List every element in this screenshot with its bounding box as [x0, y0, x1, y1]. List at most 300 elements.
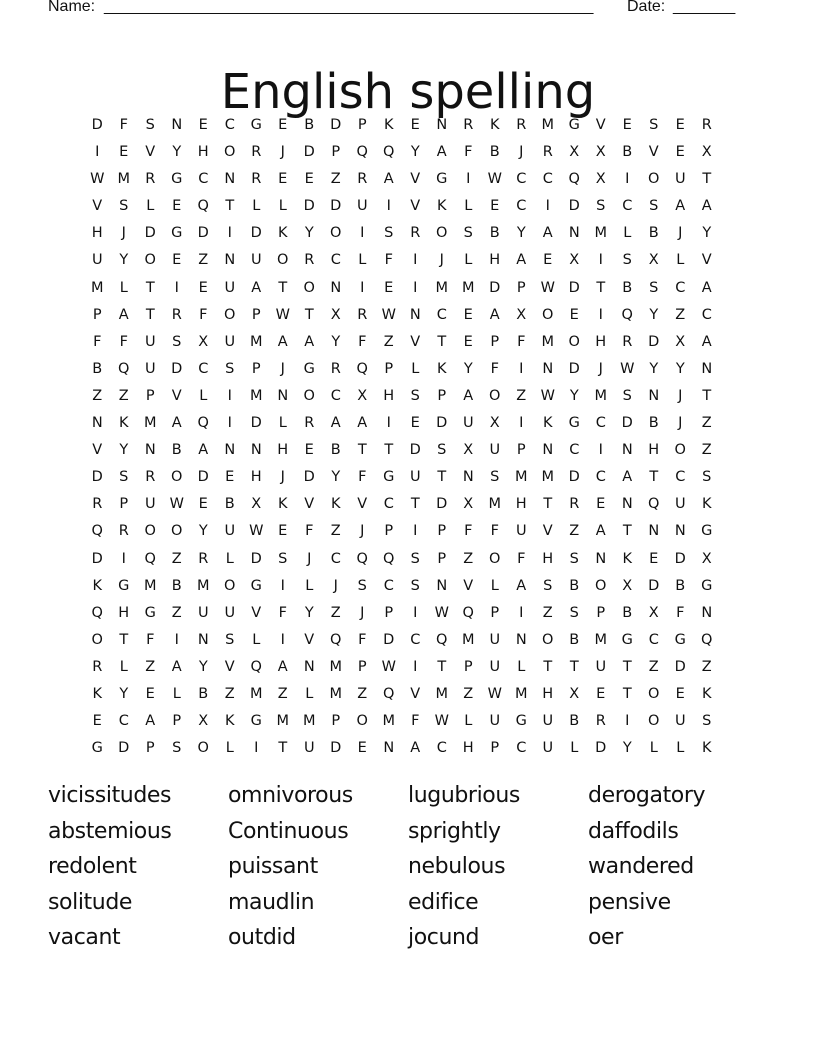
grid-cell[interactable]: I	[280, 577, 285, 594]
grid-cell[interactable]: Y	[463, 360, 473, 377]
grid-cell[interactable]: T	[622, 658, 632, 675]
grid-cell[interactable]: A	[277, 333, 288, 350]
grid-cell[interactable]: N	[277, 387, 289, 404]
grid-cell[interactable]: N	[701, 360, 713, 377]
grid-cell[interactable]: S	[702, 469, 712, 486]
grid-cell[interactable]: S	[702, 713, 712, 730]
grid-cell[interactable]: Y	[410, 144, 420, 161]
grid-cell[interactable]: H	[542, 685, 554, 702]
grid-cell[interactable]: F	[305, 523, 314, 540]
grid-cell[interactable]: N	[436, 117, 448, 133]
grid-cell[interactable]: U	[515, 523, 527, 540]
grid-cell[interactable]: B	[675, 577, 686, 594]
grid-cell[interactable]: L	[199, 387, 208, 404]
grid-cell[interactable]: M	[276, 713, 289, 730]
grid-cell[interactable]: V	[701, 252, 712, 269]
grid-cell[interactable]: F	[517, 550, 526, 567]
grid-cell[interactable]: N	[91, 415, 103, 432]
grid-cell[interactable]: R	[251, 144, 262, 161]
grid-cell[interactable]: O	[171, 523, 183, 540]
grid-cell[interactable]: Q	[144, 550, 156, 567]
grid-cell[interactable]: M	[329, 658, 342, 675]
grid-cell[interactable]: F	[358, 631, 367, 648]
grid-cell[interactable]: I	[598, 252, 603, 269]
grid-cell[interactable]: G	[621, 631, 633, 648]
grid-cell[interactable]: T	[145, 306, 155, 323]
grid-cell[interactable]: H	[648, 442, 660, 459]
grid-cell[interactable]: W	[487, 685, 502, 702]
name-field[interactable]: _______________________________________________________	[104, 0, 594, 15]
grid-cell[interactable]: O	[436, 225, 448, 242]
grid-cell[interactable]: P	[384, 604, 394, 621]
grid-cell[interactable]: Z	[171, 604, 182, 621]
grid-cell[interactable]: L	[119, 658, 128, 675]
grid-cell[interactable]: T	[543, 658, 553, 675]
grid-cell[interactable]: A	[701, 198, 712, 215]
grid-cell[interactable]: K	[118, 415, 129, 432]
grid-cell[interactable]: R	[542, 144, 553, 161]
grid-cell[interactable]: C	[436, 306, 447, 323]
grid-cell[interactable]: D	[674, 658, 686, 675]
grid-cell[interactable]: S	[649, 279, 659, 296]
grid-cell[interactable]: R	[330, 360, 341, 377]
grid-cell[interactable]: P	[490, 740, 500, 757]
grid-cell[interactable]: W	[249, 523, 264, 540]
grid-cell[interactable]: B	[648, 415, 659, 432]
grid-cell[interactable]: X	[330, 306, 341, 323]
grid-cell[interactable]: X	[648, 252, 659, 269]
grid-cell[interactable]: S	[172, 333, 182, 350]
grid-cell[interactable]: X	[675, 333, 686, 350]
grid-cell[interactable]: C	[410, 631, 421, 648]
grid-cell[interactable]: P	[251, 360, 261, 377]
grid-cell[interactable]: W	[275, 306, 290, 323]
grid-cell[interactable]: W	[381, 306, 396, 323]
grid-cell[interactable]: T	[304, 306, 314, 323]
grid-cell[interactable]: B	[171, 577, 182, 594]
grid-cell[interactable]: Z	[569, 523, 580, 540]
grid-cell[interactable]: S	[384, 225, 394, 242]
grid-cell[interactable]: U	[144, 496, 156, 513]
grid-cell[interactable]: G	[118, 577, 130, 594]
grid-cell[interactable]: A	[118, 306, 129, 323]
grid-cell[interactable]: T	[145, 279, 155, 296]
grid-cell[interactable]: Z	[277, 685, 288, 702]
grid-cell[interactable]: Z	[118, 387, 129, 404]
grid-cell[interactable]: N	[542, 442, 554, 459]
grid-cell[interactable]: W	[434, 713, 449, 730]
grid-cell[interactable]: I	[413, 604, 418, 621]
grid-cell[interactable]: B	[171, 442, 182, 459]
grid-cell[interactable]: L	[411, 360, 420, 377]
grid-cell[interactable]: R	[251, 171, 262, 188]
grid-cell[interactable]: P	[145, 740, 155, 757]
grid-cell[interactable]: J	[678, 415, 683, 432]
grid-cell[interactable]: N	[330, 279, 342, 296]
grid-cell[interactable]: O	[648, 685, 660, 702]
grid-cell[interactable]: T	[119, 631, 129, 648]
grid-cell[interactable]: E	[172, 198, 182, 215]
grid-cell[interactable]: F	[358, 469, 367, 486]
grid-cell[interactable]: E	[198, 117, 208, 133]
grid-cell[interactable]: M	[249, 685, 263, 702]
grid-cell[interactable]: X	[198, 713, 209, 730]
grid-cell[interactable]: A	[383, 171, 394, 188]
grid-cell[interactable]: D	[409, 442, 421, 459]
grid-cell[interactable]: C	[330, 550, 341, 567]
grid-cell[interactable]: Y	[649, 360, 659, 377]
grid-cell[interactable]: S	[569, 550, 579, 567]
grid-cell[interactable]: E	[92, 713, 102, 730]
grid-cell[interactable]: S	[569, 604, 579, 621]
grid-cell[interactable]: X	[463, 442, 474, 459]
grid-cell[interactable]: M	[117, 171, 130, 188]
grid-cell[interactable]: M	[435, 279, 448, 296]
grid-cell[interactable]: N	[621, 496, 633, 513]
grid-cell[interactable]: O	[356, 713, 368, 730]
grid-cell[interactable]: Q	[118, 360, 130, 377]
grid-cell[interactable]: S	[622, 252, 632, 269]
grid-cell[interactable]: E	[410, 415, 420, 432]
grid-cell[interactable]: F	[676, 604, 685, 621]
grid-cell[interactable]: D	[383, 631, 395, 648]
grid-cell[interactable]: O	[674, 442, 686, 459]
grid-cell[interactable]: E	[357, 740, 367, 757]
grid-cell[interactable]: Q	[383, 685, 395, 702]
grid-cell[interactable]: G	[383, 469, 395, 486]
grid-cell[interactable]: L	[252, 198, 261, 215]
grid-cell[interactable]: E	[304, 171, 314, 188]
grid-cell[interactable]: V	[304, 496, 315, 513]
grid-cell[interactable]: D	[330, 198, 342, 215]
grid-cell[interactable]: R	[118, 523, 129, 540]
grid-cell[interactable]: V	[410, 171, 421, 188]
grid-cell[interactable]: Q	[356, 550, 368, 567]
grid-cell[interactable]: T	[702, 387, 712, 404]
grid-cell[interactable]: Q	[621, 306, 633, 323]
grid-cell[interactable]: X	[622, 577, 633, 594]
grid-cell[interactable]: N	[171, 117, 183, 133]
grid-cell[interactable]: F	[119, 117, 128, 133]
grid-cell[interactable]: L	[490, 577, 499, 594]
grid-cell[interactable]: U	[674, 713, 686, 730]
grid-cell[interactable]: G	[250, 713, 262, 730]
grid-cell[interactable]: T	[622, 523, 632, 540]
grid-cell[interactable]: J	[360, 604, 365, 621]
grid-cell[interactable]: X	[569, 685, 580, 702]
grid-cell[interactable]: P	[516, 279, 526, 296]
grid-cell[interactable]: J	[360, 523, 365, 540]
grid-cell[interactable]: Z	[516, 387, 527, 404]
grid-cell[interactable]: I	[386, 198, 391, 215]
grid-cell[interactable]: E	[198, 279, 208, 296]
grid-cell[interactable]: E	[569, 306, 579, 323]
grid-cell[interactable]: C	[516, 171, 527, 188]
grid-cell[interactable]: M	[541, 333, 554, 350]
grid-cell[interactable]: M	[435, 685, 448, 702]
grid-cell[interactable]: O	[330, 225, 342, 242]
grid-cell[interactable]: B	[92, 360, 103, 377]
grid-cell[interactable]: D	[91, 469, 103, 486]
grid-cell[interactable]: S	[145, 117, 155, 133]
grid-cell[interactable]: A	[357, 415, 368, 432]
grid-cell[interactable]: E	[596, 685, 606, 702]
grid-cell[interactable]: A	[251, 279, 262, 296]
grid-cell[interactable]: B	[569, 713, 580, 730]
grid-cell[interactable]: E	[675, 144, 685, 161]
grid-cell[interactable]: S	[622, 387, 632, 404]
grid-cell[interactable]: C	[330, 252, 341, 269]
grid-cell[interactable]: V	[410, 685, 421, 702]
grid-cell[interactable]: M	[541, 117, 554, 133]
grid-cell[interactable]: S	[410, 387, 420, 404]
grid-cell[interactable]: E	[675, 685, 685, 702]
grid-cell[interactable]: Y	[675, 360, 685, 377]
grid-cell[interactable]: O	[91, 631, 103, 648]
grid-cell[interactable]: F	[464, 523, 473, 540]
grid-cell[interactable]: V	[357, 496, 368, 513]
grid-cell[interactable]: C	[436, 740, 447, 757]
grid-cell[interactable]: X	[701, 550, 712, 567]
grid-cell[interactable]: I	[625, 171, 630, 188]
grid-cell[interactable]: P	[92, 306, 102, 323]
grid-cell[interactable]: Z	[330, 171, 341, 188]
grid-cell[interactable]: A	[595, 523, 606, 540]
grid-cell[interactable]: V	[542, 523, 553, 540]
grid-cell[interactable]: B	[304, 117, 315, 133]
grid-cell[interactable]: M	[461, 279, 475, 296]
grid-cell[interactable]: U	[250, 252, 262, 269]
grid-cell[interactable]: M	[514, 469, 528, 486]
grid-cell[interactable]: W	[169, 496, 184, 513]
grid-cell[interactable]: I	[360, 279, 365, 296]
grid-cell[interactable]: K	[622, 550, 632, 567]
grid-cell[interactable]: V	[251, 604, 262, 621]
grid-cell[interactable]: A	[701, 333, 712, 350]
grid-cell[interactable]: E	[463, 306, 473, 323]
grid-cell[interactable]: U	[144, 360, 156, 377]
grid-cell[interactable]: X	[463, 496, 474, 513]
grid-cell[interactable]: I	[545, 198, 550, 215]
grid-cell[interactable]: H	[118, 604, 130, 621]
grid-cell[interactable]: K	[92, 685, 102, 702]
grid-cell[interactable]: N	[383, 740, 395, 757]
grid-cell[interactable]: I	[413, 523, 418, 540]
grid-cell[interactable]: X	[489, 415, 500, 432]
grid-cell[interactable]: B	[489, 144, 500, 161]
grid-cell[interactable]: I	[519, 415, 524, 432]
grid-cell[interactable]: H	[489, 252, 501, 269]
grid-cell[interactable]: E	[304, 442, 314, 459]
grid-cell[interactable]: S	[119, 198, 129, 215]
grid-cell[interactable]: P	[357, 117, 367, 133]
grid-cell[interactable]: L	[172, 685, 181, 702]
grid-cell[interactable]: H	[595, 333, 607, 350]
grid-cell[interactable]: D	[171, 360, 183, 377]
grid-cell[interactable]: E	[278, 523, 288, 540]
grid-cell[interactable]: P	[437, 550, 447, 567]
grid-cell[interactable]: L	[358, 252, 367, 269]
grid-cell[interactable]: G	[144, 604, 156, 621]
grid-cell[interactable]: E	[278, 171, 288, 188]
grid-cell[interactable]: J	[280, 360, 285, 377]
grid-cell[interactable]: N	[515, 631, 527, 648]
grid-cell[interactable]: S	[649, 117, 659, 133]
grid-cell[interactable]: L	[464, 198, 473, 215]
grid-cell[interactable]: C	[198, 171, 209, 188]
grid-cell[interactable]: K	[701, 685, 712, 702]
grid-cell[interactable]: A	[516, 252, 527, 269]
grid-cell[interactable]: N	[674, 523, 686, 540]
grid-cell[interactable]: D	[436, 496, 448, 513]
grid-cell[interactable]: M	[249, 333, 263, 350]
grid-cell[interactable]: I	[174, 279, 179, 296]
grid-cell[interactable]: D	[250, 415, 262, 432]
grid-cell[interactable]: E	[543, 252, 553, 269]
grid-cell[interactable]: D	[621, 415, 633, 432]
grid-cell[interactable]: L	[146, 198, 155, 215]
grid-cell[interactable]: R	[145, 171, 156, 188]
grid-cell[interactable]: Q	[568, 171, 580, 188]
grid-cell[interactable]: K	[224, 713, 235, 730]
grid-cell[interactable]: N	[224, 171, 236, 188]
grid-cell[interactable]: K	[92, 577, 102, 594]
grid-cell[interactable]: P	[384, 360, 394, 377]
grid-cell[interactable]: O	[277, 252, 289, 269]
grid-cell[interactable]: Y	[304, 225, 314, 242]
grid-cell[interactable]: O	[542, 631, 554, 648]
grid-cell[interactable]: F	[146, 631, 155, 648]
grid-cell[interactable]: W	[540, 387, 555, 404]
grid-cell[interactable]: G	[701, 577, 713, 594]
grid-cell[interactable]: G	[515, 713, 527, 730]
grid-cell[interactable]: Q	[91, 523, 103, 540]
grid-cell[interactable]: C	[516, 198, 527, 215]
grid-cell[interactable]: O	[224, 577, 236, 594]
grid-cell[interactable]: D	[595, 740, 607, 757]
grid-cell[interactable]: A	[675, 198, 686, 215]
grid-cell[interactable]: G	[568, 117, 580, 133]
grid-cell[interactable]: T	[278, 740, 288, 757]
grid-cell[interactable]: G	[674, 631, 686, 648]
grid-cell[interactable]: I	[280, 631, 285, 648]
grid-cell[interactable]: E	[384, 279, 394, 296]
grid-cell[interactable]: U	[303, 740, 315, 757]
grid-cell[interactable]: N	[250, 442, 262, 459]
grid-cell[interactable]: D	[648, 577, 660, 594]
grid-cell[interactable]: G	[171, 225, 183, 242]
grid-cell[interactable]: W	[90, 171, 105, 188]
grid-cell[interactable]: A	[171, 415, 182, 432]
grid-cell[interactable]: C	[701, 306, 712, 323]
grid-cell[interactable]: X	[648, 604, 659, 621]
grid-cell[interactable]: D	[330, 740, 342, 757]
grid-cell[interactable]: I	[227, 225, 232, 242]
grid-cell[interactable]: V	[410, 333, 421, 350]
grid-cell[interactable]: Q	[197, 415, 209, 432]
grid-cell[interactable]: M	[196, 577, 210, 594]
grid-cell[interactable]: Z	[701, 415, 712, 432]
grid-cell[interactable]: I	[413, 279, 418, 296]
grid-cell[interactable]: I	[227, 387, 232, 404]
grid-cell[interactable]: P	[331, 144, 341, 161]
grid-cell[interactable]: G	[250, 577, 262, 594]
grid-cell[interactable]: N	[648, 523, 660, 540]
grid-cell[interactable]: U	[356, 198, 368, 215]
grid-cell[interactable]: N	[224, 442, 236, 459]
grid-cell[interactable]: W	[381, 658, 396, 675]
grid-cell[interactable]: D	[91, 117, 103, 133]
grid-cell[interactable]: P	[119, 496, 129, 513]
grid-cell[interactable]: F	[278, 604, 287, 621]
grid-cell[interactable]: Q	[383, 144, 395, 161]
grid-cell[interactable]: L	[676, 252, 685, 269]
grid-cell[interactable]: I	[254, 740, 259, 757]
grid-cell[interactable]: E	[649, 550, 659, 567]
grid-cell[interactable]: S	[543, 577, 553, 594]
grid-cell[interactable]: S	[490, 469, 500, 486]
grid-cell[interactable]: A	[701, 279, 712, 296]
grid-cell[interactable]: Z	[330, 523, 341, 540]
grid-cell[interactable]: B	[224, 496, 235, 513]
grid-cell[interactable]: K	[701, 740, 712, 757]
grid-cell[interactable]: D	[91, 550, 103, 567]
grid-cell[interactable]: Z	[701, 442, 712, 459]
grid-cell[interactable]: J	[280, 144, 285, 161]
grid-cell[interactable]: V	[92, 198, 103, 215]
grid-cell[interactable]: F	[358, 333, 367, 350]
grid-cell[interactable]: N	[595, 550, 607, 567]
grid-cell[interactable]: J	[678, 387, 683, 404]
grid-cell[interactable]: X	[251, 496, 262, 513]
grid-cell[interactable]: Y	[172, 144, 182, 161]
grid-cell[interactable]: D	[250, 550, 262, 567]
grid-cell[interactable]: Z	[648, 658, 659, 675]
grid-cell[interactable]: E	[198, 496, 208, 513]
grid-cell[interactable]: M	[143, 577, 157, 594]
grid-cell[interactable]: A	[330, 415, 341, 432]
grid-cell[interactable]: I	[598, 442, 603, 459]
grid-cell[interactable]: G	[701, 523, 713, 540]
grid-cell[interactable]: W	[487, 171, 502, 188]
grid-cell[interactable]: C	[595, 469, 606, 486]
grid-cell[interactable]: P	[251, 306, 261, 323]
grid-cell[interactable]: X	[516, 306, 527, 323]
grid-cell[interactable]: V	[224, 658, 235, 675]
grid-cell[interactable]: H	[462, 740, 474, 757]
grid-cell[interactable]: V	[463, 577, 474, 594]
grid-cell[interactable]: B	[622, 604, 633, 621]
grid-cell[interactable]: S	[463, 225, 473, 242]
grid-cell[interactable]: G	[436, 171, 448, 188]
grid-cell[interactable]: T	[278, 279, 288, 296]
grid-cell[interactable]: V	[145, 144, 156, 161]
grid-cell[interactable]: I	[466, 171, 471, 188]
grid-cell[interactable]: Q	[701, 631, 713, 648]
grid-cell[interactable]: K	[701, 496, 712, 513]
grid-cell[interactable]: X	[595, 144, 606, 161]
grid-cell[interactable]: R	[569, 496, 580, 513]
grid-cell[interactable]: I	[413, 252, 418, 269]
grid-cell[interactable]: S	[119, 469, 129, 486]
grid-cell[interactable]: W	[620, 360, 635, 377]
grid-cell[interactable]: L	[570, 740, 579, 757]
letter-grid[interactable]	[84, 112, 720, 762]
grid-cell[interactable]: F	[490, 523, 499, 540]
grid-cell[interactable]: C	[622, 198, 633, 215]
grid-cell[interactable]: O	[224, 306, 236, 323]
grid-cell[interactable]: D	[674, 550, 686, 567]
